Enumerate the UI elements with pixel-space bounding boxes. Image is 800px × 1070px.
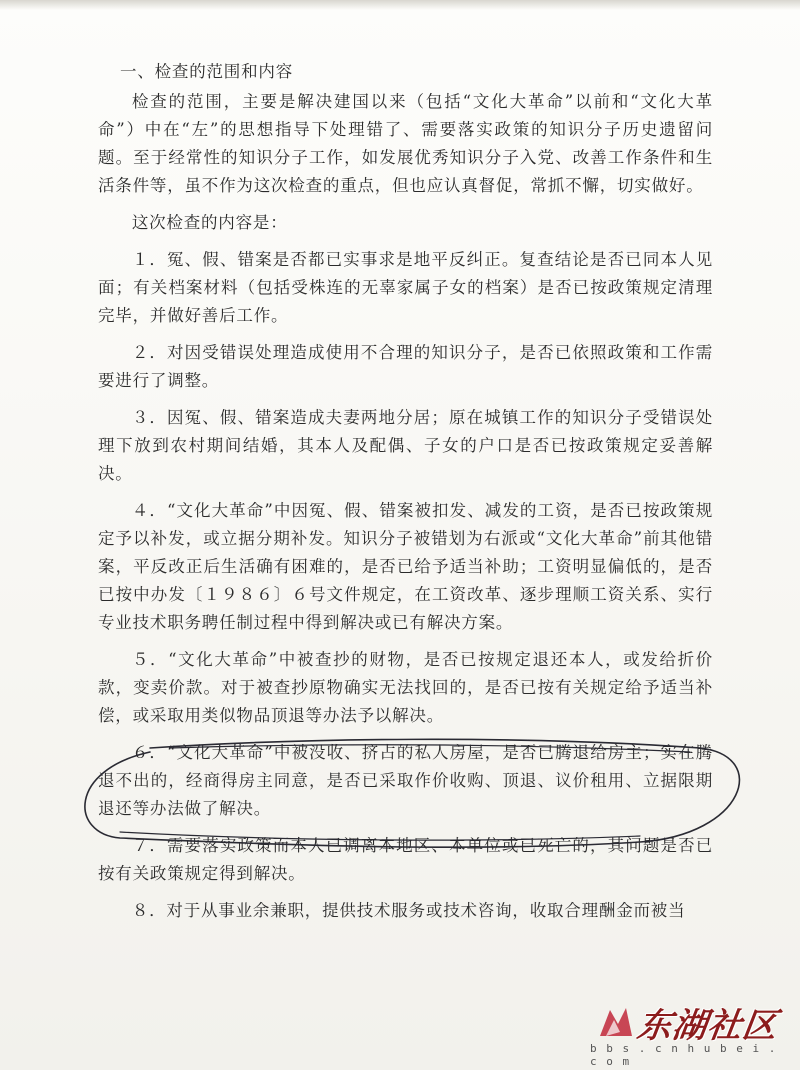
watermark-url: b b s . c n h u b e i . c o m: [590, 1042, 777, 1068]
paragraph-item-8: ８．对于从事业余兼职，提供技术服务或技术咨询，收取合理酬金而被当: [131, 901, 686, 920]
paragraph-scope: 检查的范围，主要是解决建国以来（包括“文化大革命”以前和“文化大革命”）中在“左”的思想指导下处理错了、需要落实政策的知识分子历史遗留问题。至于经常性的知识分子工作，如发展优秀知识分子入党、改善工作条件和生活条件等，虽不作为这次检查的重点，但也应认真督促，常抓不懈，切实做好。: [98, 92, 713, 195]
paragraph-item-3: ３．因冤、假、错案造成夫妻两地分居；原在城镇工作的知识分子受错误处理下放到农村期间结婚，其本人及配偶、子女的户口是否已按政策规定妥善解决。: [98, 408, 713, 483]
paragraph-item-6: ６．“文化大革命”中被没收、挤占的私人房屋，是否已腾退给房主；实在腾退不出的，经商得房主同意，是否已采取作价收购、顶退、议价租用、立据限期退还等办法做了解决。: [98, 743, 713, 818]
paragraph-item-7: ７．需要落实政策而本人已调离本地区、本单位或已死亡的，其问题是否已按有关政策规定得到解决。: [98, 836, 713, 883]
pen-circle-mark: [85, 739, 740, 847]
watermark-text: 东湖社区: [634, 1006, 781, 1046]
paragraph-item-1: １．冤、假、错案是否都已实事求是地平反纠正。复查结论是否已同本人见面；有关档案材料（包括受株连的无辜家属子女的档案）是否已按政策规定清理完毕，并做好善后工作。: [98, 250, 713, 325]
pen-underline-mark: [120, 832, 640, 840]
paragraph-intro: 这次检查的内容是：: [131, 213, 288, 232]
paragraph-item-5: ５．“文化大革命”中被查抄的财物，是否已按规定退还本人，或发给折价款，变卖价款。对于被查抄原物确实无法找回的，是否已按有关规定给予适当补偿，或采取用类似物品顶退等办法予以解决。: [98, 650, 713, 725]
pen-stroke-mark: [170, 745, 690, 752]
site-watermark: [588, 996, 788, 1066]
paragraph-item-2: ２．对因受错误处理造成使用不合理的知识分子，是否已依照政策和工作需要进行了调整。: [98, 343, 713, 390]
paragraph-item-4: ４．“文化大革命”中因冤、假、错案被扣发、减发的工资，是否已按政策规定予以补发，或立据分期补发。知识分子被错划为右派或“文化大革命”前其他错案，平反改正后生活确有困难的，是否已给予适当补助；工资明显偏低的，是否已按中办发〔１９８６〕６号文件规定，在工资改革、逐步理顺工资关系、实行专业技术职务聘任制过程中得到解决或已有解决方案。: [98, 501, 713, 632]
watermark-logo-icon: [596, 1002, 636, 1042]
section-heading: 一、检查的范围和内容: [120, 62, 293, 81]
